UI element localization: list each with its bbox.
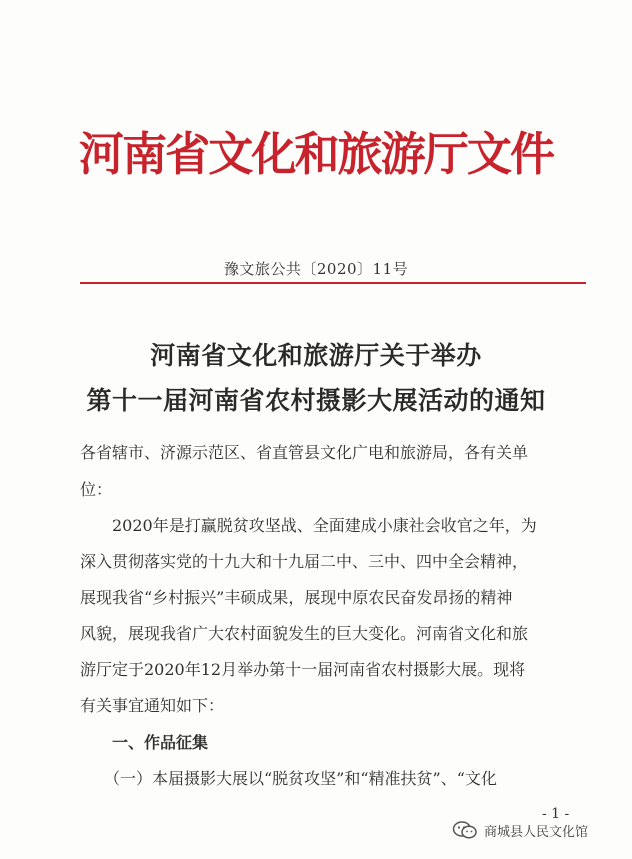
page-number: - 1 - [542,806,570,822]
document-header-title: 河南省文化和旅游厅文件 [78,127,554,181]
document-number: 豫文旅公共〔2020〕11号 [223,260,409,278]
red-divider-line [80,282,586,284]
body-line: 2020年是打赢脱贫攻坚战、全面建成小康社会收官之年，为 [80,516,537,535]
notice-title-line-2: 第十一届河南省农村摄影大展活动的通知 [86,386,546,415]
notice-title-line-1: 河南省文化和旅游厅关于举办 [150,341,482,370]
body-line: 各省辖市、济源示范区、省直管县文化广电和旅游局，各有关单 [80,443,529,462]
section-heading: 一、作品征集 [80,733,209,752]
watermark-text: 商城县人民文化馆 [484,824,589,840]
body-line: 位： [80,480,113,499]
watermark [452,818,588,842]
body-line: 有关事宜通知如下： [80,696,225,715]
body-line: 深入贯彻落实党的十九大和十九届二中、三中、四中全会精神， [80,552,529,571]
body-line: 风貌，展现我省广大农村面貌发生的巨大变化。河南省文化和旅 [80,624,529,643]
wechat-icon [452,820,478,840]
body-line: 展现我省“乡村振兴”丰硕成果，展现中原农民奋发昂扬的精神 [80,588,513,607]
body-line: （一）本届摄影大展以“脱贫攻坚”和“精准扶贫”、“文化 [80,769,497,788]
body-line: 游厅定于2020年12月举办第十一届河南省农村摄影大展。现将 [80,660,526,679]
